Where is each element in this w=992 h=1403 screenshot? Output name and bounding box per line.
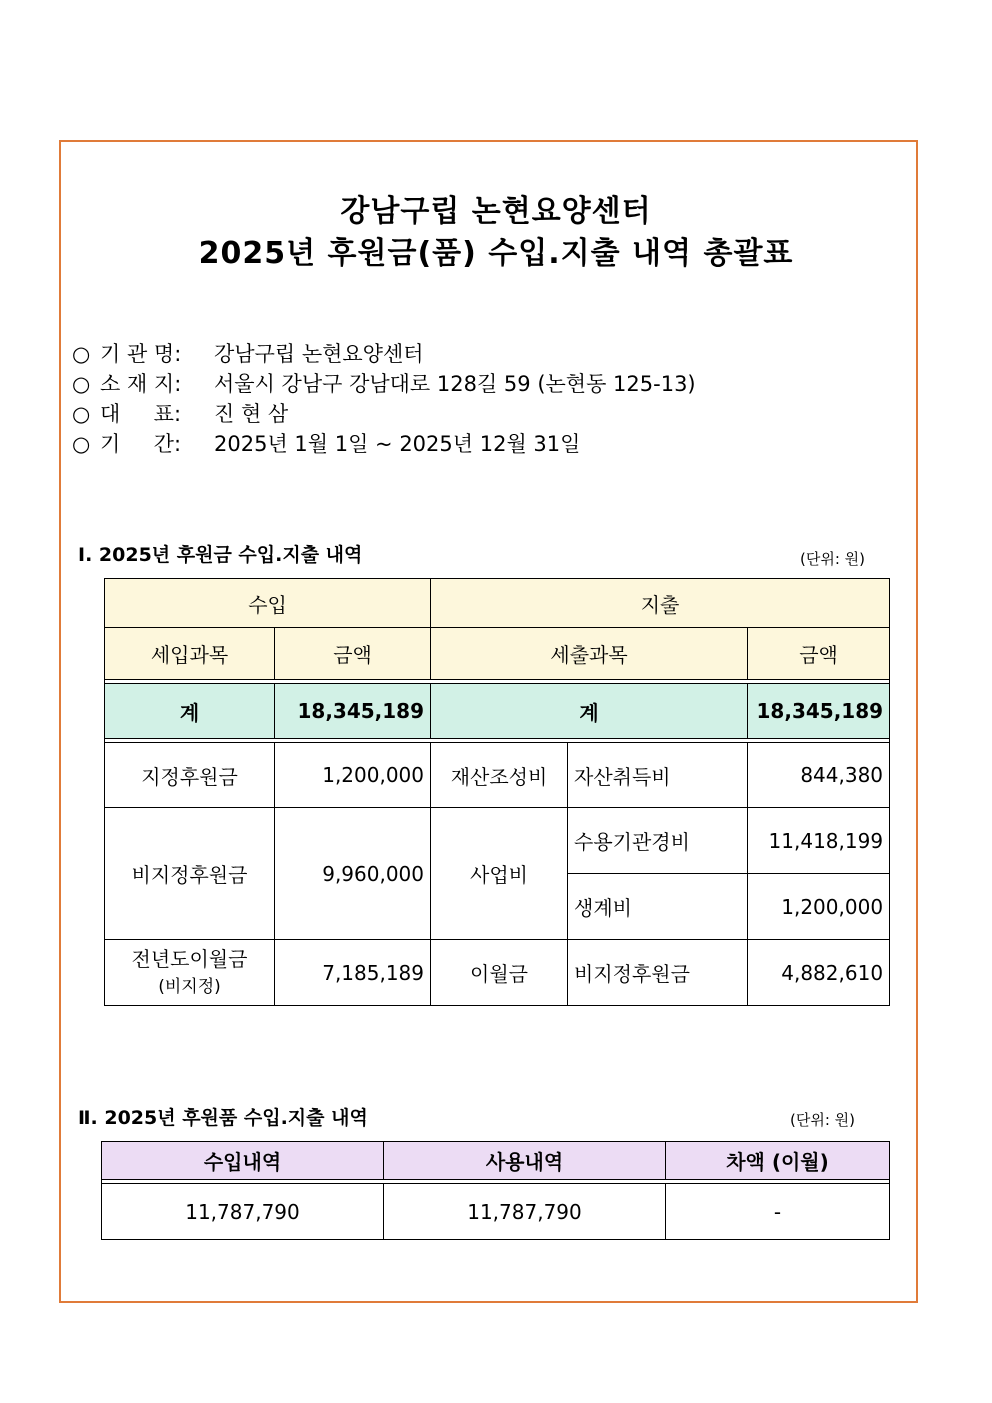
- section1-title: Ⅰ. 2025년 후원금 수입.지출 내역: [78, 544, 363, 566]
- info-org-name: ○ 기 관 명: 강남구립 논현요양센터: [72, 339, 424, 369]
- expense-amount: 11,418,199: [748, 808, 890, 874]
- total-income-label: 계: [105, 684, 275, 739]
- table-row: [102, 1184, 890, 1240]
- donation-table: [104, 578, 890, 1006]
- col-expense-item: 세출과목: [431, 628, 748, 680]
- col-used: 사용내역: [384, 1142, 666, 1180]
- col-balance: 차액 (이월): [666, 1142, 890, 1180]
- expense-category: 사업비: [431, 808, 568, 940]
- doc-title-line1: 강남구립 논현요양센터: [340, 194, 652, 229]
- table-row: [105, 743, 890, 808]
- income-amount: 9,960,000: [275, 808, 431, 940]
- received-amount: 11,787,790: [102, 1184, 384, 1240]
- info-representative: ○ 대 표: 진 현 삼: [72, 399, 288, 429]
- income-item: 전년도이월금 (비지정): [105, 940, 275, 1006]
- col-received: 수입내역: [102, 1142, 384, 1180]
- col-income-item: 세입과목: [105, 628, 275, 680]
- col-income-amount: 금액: [275, 628, 431, 680]
- info-period: ○ 기 간: 2025년 1월 1일 ~ 2025년 12월 31일: [72, 429, 580, 459]
- total-income-amount: 18,345,189: [275, 684, 431, 739]
- income-item: 비지정후원금: [105, 808, 275, 940]
- used-amount: 11,787,790: [384, 1184, 666, 1240]
- bullet-circle-icon: ○: [72, 342, 91, 366]
- section2-title: Ⅱ. 2025년 후원품 수입.지출 내역: [78, 1107, 368, 1129]
- doc-title-line2: 2025년 후원금(품) 수입.지출 내역 총괄표: [198, 236, 794, 271]
- goods-table: [101, 1141, 890, 1240]
- total-expense-label: 계: [431, 684, 748, 739]
- expense-category: 이월금: [431, 940, 568, 1006]
- expense-amount: 1,200,000: [748, 874, 890, 940]
- table-row: [105, 940, 890, 1006]
- expense-category: 재산조성비: [431, 743, 568, 808]
- expense-subitem: 자산취득비: [568, 743, 748, 808]
- total-row: [105, 684, 890, 739]
- section2-unit: (단위: 원): [790, 1111, 855, 1129]
- income-item: 지정후원금: [105, 743, 275, 808]
- bullet-circle-icon: ○: [72, 372, 91, 396]
- col-expense-amount: 금액: [748, 628, 890, 680]
- income-amount: 1,200,000: [275, 743, 431, 808]
- balance-amount: -: [666, 1184, 890, 1240]
- income-header: 수입: [105, 579, 431, 628]
- expense-subitem: 수용기관경비: [568, 808, 748, 874]
- info-address: ○ 소 재 지: 서울시 강남구 강남대로 128길 59 (논현동 125-13): [72, 369, 696, 399]
- expense-subitem: 비지정후원금: [568, 940, 748, 1006]
- bullet-circle-icon: ○: [72, 432, 91, 456]
- table-row: [105, 808, 890, 874]
- total-expense-amount: 18,345,189: [748, 684, 890, 739]
- section1-unit: (단위: 원): [800, 550, 865, 568]
- bullet-circle-icon: ○: [72, 402, 91, 426]
- expense-subitem: 생계비: [568, 874, 748, 940]
- expense-amount: 844,380: [748, 743, 890, 808]
- expense-header: 지출: [431, 579, 890, 628]
- expense-amount: 4,882,610: [748, 940, 890, 1006]
- income-amount: 7,185,189: [275, 940, 431, 1006]
